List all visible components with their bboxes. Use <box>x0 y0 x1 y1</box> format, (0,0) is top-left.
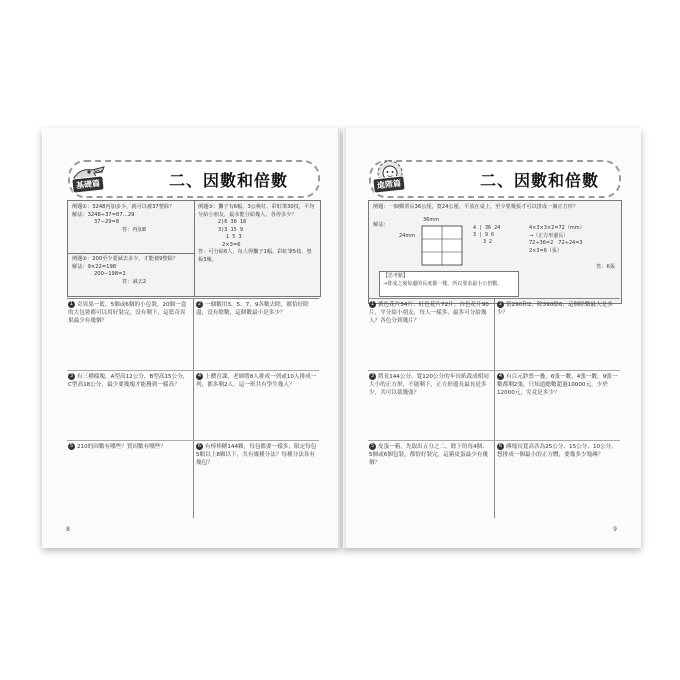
example-3-calc: 2×3=6 <box>222 241 241 248</box>
right-page <box>343 128 641 548</box>
division-step-1: 4 | 36 24 <box>473 225 501 231</box>
right-example-answer: 答：6張 <box>596 264 615 270</box>
division-ladder <box>473 225 500 246</box>
right-example-calculation <box>529 225 585 255</box>
example-1-question: 3248再加多少，就可以被37整除？ <box>92 204 175 210</box>
question-text: 將長144公分、寬120公分的年長紙裁成相同大小的正方形，不能剩下，正方形邊長最長是多少，共可以裁幾張？ <box>369 374 489 396</box>
thinking-point-title: 【思考點】 <box>383 273 409 279</box>
left-page <box>42 128 340 548</box>
right-question-6 <box>497 443 619 459</box>
question-text: 當290和2、除390餘6，這個除數最大是多少？ <box>497 302 613 316</box>
question-text: 一個數用3、5、7、9各數去除，都恰好除盡，沒有餘數，這個數最小是多少？ <box>196 302 309 316</box>
stamp-width-label: 36mm <box>423 217 440 223</box>
calc-line-2: →（正方形邊長） <box>529 232 569 239</box>
right-question-5 <box>369 443 491 467</box>
question-number-badge: 4 <box>498 373 503 379</box>
right-question-1 <box>369 301 491 325</box>
example-3-math-2: 3)3 15 9 <box>218 226 243 233</box>
example-2-answer: 答：減去2 <box>122 278 147 285</box>
left-question-3 <box>68 373 190 389</box>
question-number-badge: 5 <box>69 443 74 449</box>
question-number-badge: 4 <box>197 373 202 379</box>
left-example-box <box>67 200 321 297</box>
left-page-title: 二、因數和倍數 <box>168 171 288 190</box>
calc-line-4: 2×3=6（張） <box>529 247 562 254</box>
left-question-5 <box>68 443 190 451</box>
example-divider <box>194 201 195 296</box>
right-page-number: 9 <box>613 526 617 533</box>
right-question-3 <box>369 373 491 397</box>
example-3-label: 例題③： <box>198 204 219 210</box>
question-number-badge: 2 <box>498 301 503 307</box>
example-3 <box>198 204 316 264</box>
example-3-math-1: 2)6 30 18 <box>218 219 247 225</box>
question-text: 有三種樣塊，A型高12公分，B型高15公分，C型高18公分，最少要幾塊才能疊到一樣高？ <box>68 374 189 388</box>
left-question-6 <box>196 443 318 467</box>
example-2 <box>72 256 190 286</box>
left-level-badge: 基礎篇 <box>71 175 104 193</box>
question-number-badge: 1 <box>370 301 375 307</box>
right-example-box <box>368 200 622 304</box>
question-number-badge: 6 <box>498 443 503 449</box>
question-row-divider <box>368 440 620 441</box>
question-number-badge: 2 <box>197 301 202 307</box>
question-column-divider <box>494 298 495 518</box>
left-question-4 <box>196 373 318 389</box>
book-spread <box>42 128 642 548</box>
example-3-answer: 答：可分給6人，每人得攤子1幅、彩虹筆5枝、墊板3塊。 <box>198 249 312 263</box>
question-number-badge: 6 <box>197 443 202 449</box>
right-question-2 <box>497 301 619 317</box>
question-text: 上體育課，老師將8人排成一列或10人排成一列，都多剩2人，這一班共有學生幾人？ <box>196 374 317 388</box>
right-example-question <box>373 204 617 212</box>
example-3-math-3: 1 5 3 <box>226 234 242 240</box>
question-number-badge: 5 <box>370 443 375 449</box>
question-grid-top <box>67 298 319 299</box>
example-2-work: 200−198=2 <box>94 271 126 277</box>
question-text: 皮蛋一箱，先取出五分之二，餘下的每4個、5個或6個包裝，都恰好裝完，這箱皮蛋最少有幾個？ <box>369 444 488 466</box>
calc-line-3: 72÷36=2 72÷24=3 <box>529 240 583 246</box>
example-1-answer: 答：再加8 <box>122 226 147 233</box>
division-step-3: 3 2 <box>483 239 493 245</box>
stamp-grid-diagram <box>421 225 465 267</box>
calc-line-1: 4×3×3×2=72（mm） <box>529 225 585 231</box>
question-text: 有棒棒糖144顆，每包都要一樣多，限定每包5顆以上8顆以下，共有幾種分法？每種分法各有幾包？ <box>196 444 317 466</box>
right-page-title: 二、因數和倍數 <box>479 171 599 190</box>
question-number-badge: 3 <box>69 373 74 379</box>
example-divider <box>68 253 194 254</box>
example-1-solution: 解法：3248÷37=87…29 <box>72 211 135 218</box>
question-row-divider <box>67 440 319 441</box>
question-text: 磚塊長寬高各為25公分、15公分、10公分，想排成一個最小的正方體，要幾多少塊磚？ <box>497 444 617 458</box>
left-question-1 <box>68 301 190 325</box>
right-level-badge: 進階篇 <box>372 175 405 193</box>
question-text: 有百元鈔票一疊，6張一數，4張一數，9張一數都剩2張，只知道總數超過10000元，少於12000元，究竟是多少？ <box>497 374 618 396</box>
question-text: 黃色花片54片、紅色花片72片、白色花片90片，平分給小朋友，每人一樣多，最多可分給幾人？各色分到幾片？ <box>369 302 489 324</box>
thinking-point-text: →排成之後每邊的長度都一樣，所以要求最小公倍數。 <box>383 280 503 287</box>
left-page-number: 8 <box>66 526 70 533</box>
stamp-height-label: 24mm <box>399 233 416 239</box>
right-example-label: 例題： <box>373 204 389 210</box>
left-question-2 <box>196 301 318 317</box>
question-row-divider <box>368 370 620 371</box>
division-step-2: 3 | 9 6 <box>473 232 495 238</box>
right-example-solution: 解法： <box>373 222 389 228</box>
question-grid-top <box>368 298 620 299</box>
question-text: 奇異果一籃，5個或6個的小包裝，20個一盒的大包裝都可以用好裝完，沒有剩下，這籃奇異果最少有幾個？ <box>68 302 187 324</box>
right-question-4 <box>497 373 619 397</box>
example-2-question: 200至少要減去多少，才能被9整除？ <box>92 256 179 262</box>
right-example-question-text: 一個郵票長36公厘，寬24公厘，平放在桌上，至少要幾張才可以排成一個正方形？ <box>388 204 579 210</box>
question-number-badge: 3 <box>370 373 375 379</box>
question-row-divider <box>67 370 319 371</box>
example-1 <box>72 204 190 234</box>
example-1-label: 例題①： <box>72 204 93 210</box>
example-1-work: 37−29=8 <box>94 219 120 225</box>
example-2-solution: 解法：9×22=198 <box>72 263 117 270</box>
question-text: 210的因數有哪些？質因數有哪些？ <box>77 444 166 450</box>
question-number-badge: 1 <box>69 301 74 307</box>
question-column-divider <box>193 298 194 518</box>
example-2-label: 例題②： <box>72 256 93 262</box>
book-gutter <box>338 128 346 548</box>
example-3-question: 攤子有6幅，3公桃紅、彩虹筆30枝，平均分給小朋友，最多能分給幾人，各得多少？ <box>198 204 315 218</box>
thinking-point-box <box>379 271 519 297</box>
